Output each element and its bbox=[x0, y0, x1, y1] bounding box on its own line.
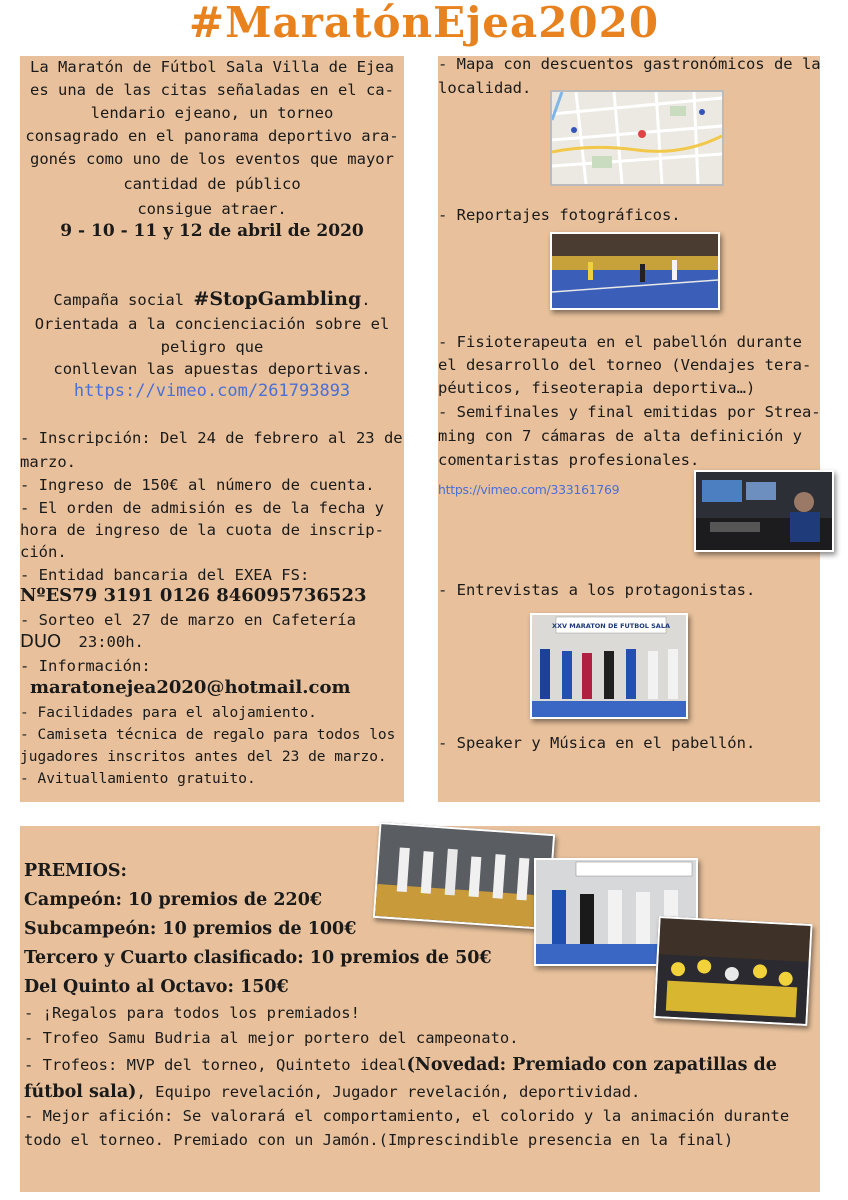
prize-line: Tercero y Cuarto clasificado: 10 premios de 50€ bbox=[24, 948, 492, 968]
campaign-heading bbox=[20, 288, 404, 312]
info-heading: - Información: bbox=[20, 657, 151, 675]
fans-crowd-graphic bbox=[656, 918, 811, 1024]
aficion-line: todo el torneo. Premiado con un Jamón.(Imprescindible presencia en la final) bbox=[24, 1131, 734, 1149]
sorteo-line: - Sorteo el 27 de marzo en Cafetería bbox=[20, 611, 356, 629]
info-line: - Entidad bancaria del EXEA FS: bbox=[20, 566, 310, 584]
streaming-studio-photo bbox=[694, 470, 834, 552]
info-panel-left bbox=[20, 56, 404, 802]
info-panel-right bbox=[438, 56, 820, 802]
extra-line: - Avituallamiento gratuito. bbox=[20, 771, 256, 787]
banner-text: XXV MARATON DE FUTBOL SALA bbox=[551, 622, 671, 630]
prize-line: Campeón: 10 premios de 220€ bbox=[24, 890, 323, 910]
trophy-line: - Trofeo Samu Budria al mejor portero del campeonato. bbox=[24, 1029, 519, 1047]
town-map-image bbox=[550, 90, 724, 186]
gym-crowd-photo bbox=[550, 232, 720, 310]
prize-line: Del Quinto al Octavo: 150€ bbox=[24, 977, 289, 997]
intro-line: La Maratón de Fútbol Sala Villa de Ejea bbox=[30, 58, 394, 76]
campaign-prefix: Campaña social bbox=[53, 291, 185, 309]
fisio-line: el desarrollo del torneo (Vendajes tera- bbox=[438, 356, 812, 374]
trophies-line-2 bbox=[24, 1078, 640, 1107]
intro-line: lendario ejeano, un torneo bbox=[90, 104, 334, 122]
gifts-line: - ¡Regalos para todos los premiados! bbox=[24, 1004, 360, 1022]
info-line: - El orden de admisión es de la fecha y bbox=[20, 499, 384, 517]
fisio-line: ming con 7 cámaras de alta definición y bbox=[438, 427, 802, 445]
contact-email[interactable]: maratonejea2020@hotmail.com bbox=[30, 677, 351, 698]
aficion-line: - Mejor afición: Se valorará el comportamiento, el colorido y la animación durante bbox=[24, 1107, 790, 1125]
event-dates: 9 - 10 - 11 y 12 de abril de 2020 bbox=[60, 221, 364, 241]
info-line: ción. bbox=[20, 543, 67, 561]
fans-crowd-photo bbox=[653, 916, 812, 1026]
reportajes-line: - Reportajes fotográficos. bbox=[438, 206, 681, 224]
duo-name: DUO bbox=[20, 631, 62, 652]
bank-account: NºES79 3191 0126 846095736523 bbox=[20, 585, 367, 606]
prizes-title: PREMIOS: bbox=[24, 861, 127, 881]
gym-crowd-graphic bbox=[552, 234, 718, 308]
campaign-line: Orientada a la concienciación sobre el bbox=[34, 315, 390, 333]
speaker-line: - Speaker y Música en el pabellón. bbox=[438, 734, 756, 752]
streaming-video-link[interactable]: https://vimeo.com/333161769 bbox=[438, 482, 620, 497]
intro-line: cantidad de público bbox=[123, 175, 301, 193]
prize-line: Subcampeón: 10 premios de 100€ bbox=[24, 919, 357, 939]
map-line: - Mapa con descuentos gastronómicos de la bbox=[438, 55, 821, 73]
duo-line bbox=[20, 631, 144, 654]
campaign-dot: . bbox=[361, 291, 371, 309]
fisio-line: comentaristas profesionales. bbox=[438, 451, 700, 469]
info-line: - Inscripción: Del 24 de febrero al 23 de bbox=[20, 429, 403, 447]
extra-line: - Facilidades para el alojamiento. bbox=[20, 705, 317, 721]
trophies-prefix: - Trofeos: MVP del torneo, Quinteto ideal bbox=[24, 1056, 407, 1074]
campaign-video-link[interactable]: https://vimeo.com/261793893 bbox=[73, 381, 351, 401]
extra-line: - Camiseta técnica de regalo para todos los bbox=[20, 727, 396, 743]
fisio-line: - Fisioterapeuta en el pabellón durante bbox=[438, 333, 802, 351]
streaming-studio-graphic bbox=[696, 472, 832, 550]
campaign-line: conllevan las apuestas deportivas. bbox=[53, 360, 371, 378]
intro-line: consigue atraer. bbox=[137, 200, 287, 218]
interview-group-photo bbox=[530, 613, 688, 719]
fisio-line: péuticos, fiseoterapia deportiva…) bbox=[438, 379, 756, 397]
info-line: hora de ingreso de la cuota de inscrip- bbox=[20, 521, 384, 539]
info-line: marzo. bbox=[20, 453, 76, 471]
map-graphic bbox=[552, 92, 722, 184]
campaign-hashtag: #StopGambling bbox=[193, 288, 362, 310]
intro-line: es una de las citas señaladas en el ca- bbox=[30, 81, 394, 99]
duo-time: 23:00h. bbox=[78, 633, 144, 651]
map-line: localidad. bbox=[438, 79, 532, 97]
intro-line: consagrado en el panorama deportivo ara- bbox=[25, 127, 399, 145]
fisio-line: - Semifinales y final emitidas por Strea- bbox=[438, 403, 821, 421]
campaign-line: peligro que bbox=[160, 338, 264, 356]
novedad-text: (Novedad: Premiado con zapatillas de bbox=[406, 1055, 777, 1075]
trophies-line bbox=[24, 1051, 777, 1080]
entrevistas-line: - Entrevistas a los protagonistas. bbox=[438, 581, 756, 599]
prizes-panel bbox=[20, 826, 820, 1192]
futbol-sala-text: fútbol sala) bbox=[24, 1082, 137, 1102]
intro-line: gonés como uno de los eventos que mayor bbox=[30, 150, 394, 168]
team-celebration-graphic bbox=[375, 824, 553, 928]
extra-line: jugadores inscritos antes del 23 de marzo. bbox=[20, 749, 387, 765]
interview-group-graphic bbox=[532, 615, 686, 717]
info-line: - Ingreso de 150€ al número de cuenta. bbox=[20, 476, 375, 494]
page-title: #MaratónEjea2020 bbox=[188, 0, 660, 47]
trophies-suffix: , Equipo revelación, Jugador revelación, deportividad. bbox=[136, 1083, 641, 1101]
team-celebration-photo bbox=[373, 822, 555, 930]
